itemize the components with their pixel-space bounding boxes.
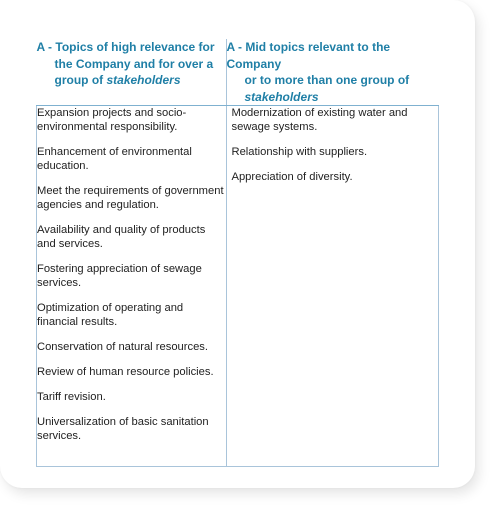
mid-topics-header-line3 (227, 89, 439, 106)
list-item: Availability and quality of products and services. (37, 224, 206, 250)
mid-topics-header-line1: A - Mid topics relevant to the Company (226, 40, 391, 71)
high-relevance-header (37, 39, 227, 106)
mid-topics-header-stakeholders: stakeholders (244, 89, 319, 104)
list-item: Fostering appreciation of sewage services. (37, 263, 202, 289)
list-item: Meet the requirements of government agencies and regulation. (37, 185, 224, 211)
body-row (37, 106, 439, 467)
high-relevance-header-stakeholders: stakeholders (106, 73, 181, 87)
high-relevance-list (37, 106, 227, 467)
high-relevance-header-line1: A - Topics of high relevance for (36, 40, 215, 54)
list-item: Modernization of existing water and sewage systems. (231, 107, 408, 133)
list-item: Review of human resource policies. (37, 366, 214, 378)
mid-topics-list (226, 106, 439, 467)
list-item: Tariff revision. (37, 391, 106, 403)
list-item: Enhancement of environmental education. (37, 146, 192, 172)
high-relevance-header-line2: the Company and for over a (54, 56, 214, 71)
list-item: Universalization of basic sanitation services. (37, 416, 209, 442)
list-item: Appreciation of diversity. (231, 171, 353, 183)
list-item: Conservation of natural resources. (37, 341, 209, 353)
list-item: Expansion projects and socio-environmental responsibility. (37, 107, 187, 133)
list-item: Optimization of operating and financial results. (37, 302, 184, 328)
high-relevance-header-prefix: group of (54, 73, 107, 87)
mid-topics-header-line2: or to more than one group of (244, 73, 410, 87)
header-row (37, 39, 439, 106)
high-relevance-header-line3 (37, 72, 226, 89)
list-item: Relationship with suppliers. (231, 146, 368, 158)
mid-topics-header (226, 39, 439, 106)
topics-matrix-table (36, 39, 439, 467)
